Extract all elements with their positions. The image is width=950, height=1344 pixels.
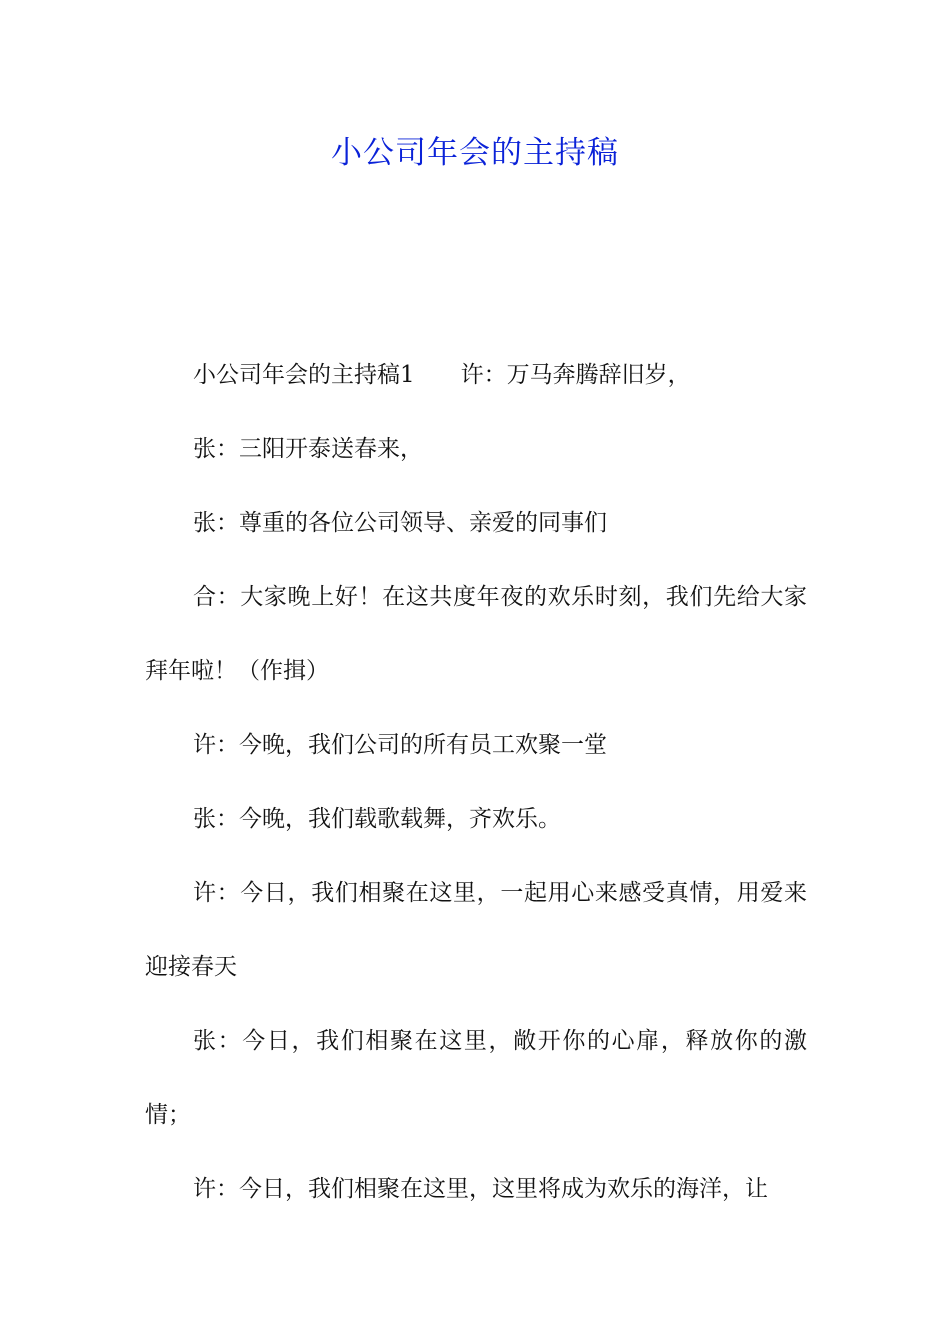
paragraph-2: 张：三阳开泰送春来，	[193, 436, 423, 462]
paragraph-7: 许：今日，我们相聚在这里，一起用心来感受真情，用爱来迎接春天	[145, 880, 807, 980]
document-title: 小公司年会的主持稿	[331, 135, 619, 171]
paragraph-1-text: 许：万马奔腾辞旧岁，	[460, 362, 691, 388]
document-body	[145, 338, 807, 1226]
paragraph-8: 张：今日，我们相聚在这里，敞开你的心扉，释放你的激情；	[145, 1028, 807, 1128]
paragraph-3: 张：尊重的各位公司领导、亲爱的同事们	[193, 510, 607, 536]
paragraph-1	[145, 338, 807, 412]
paragraph-5: 许：今晚，我们公司的所有员工欢聚一堂	[193, 732, 607, 758]
section-heading: 小公司年会的主持稿1	[193, 362, 415, 388]
paragraph-6: 张：今晚，我们载歌载舞，齐欢乐。	[193, 806, 561, 832]
paragraph-4: 合：大家晚上好！在这共度年夜的欢乐时刻，我们先给大家拜年啦！（作揖）	[145, 584, 807, 684]
paragraph-9: 许：今日，我们相聚在这里，这里将成为欢乐的海洋，让	[193, 1176, 768, 1202]
